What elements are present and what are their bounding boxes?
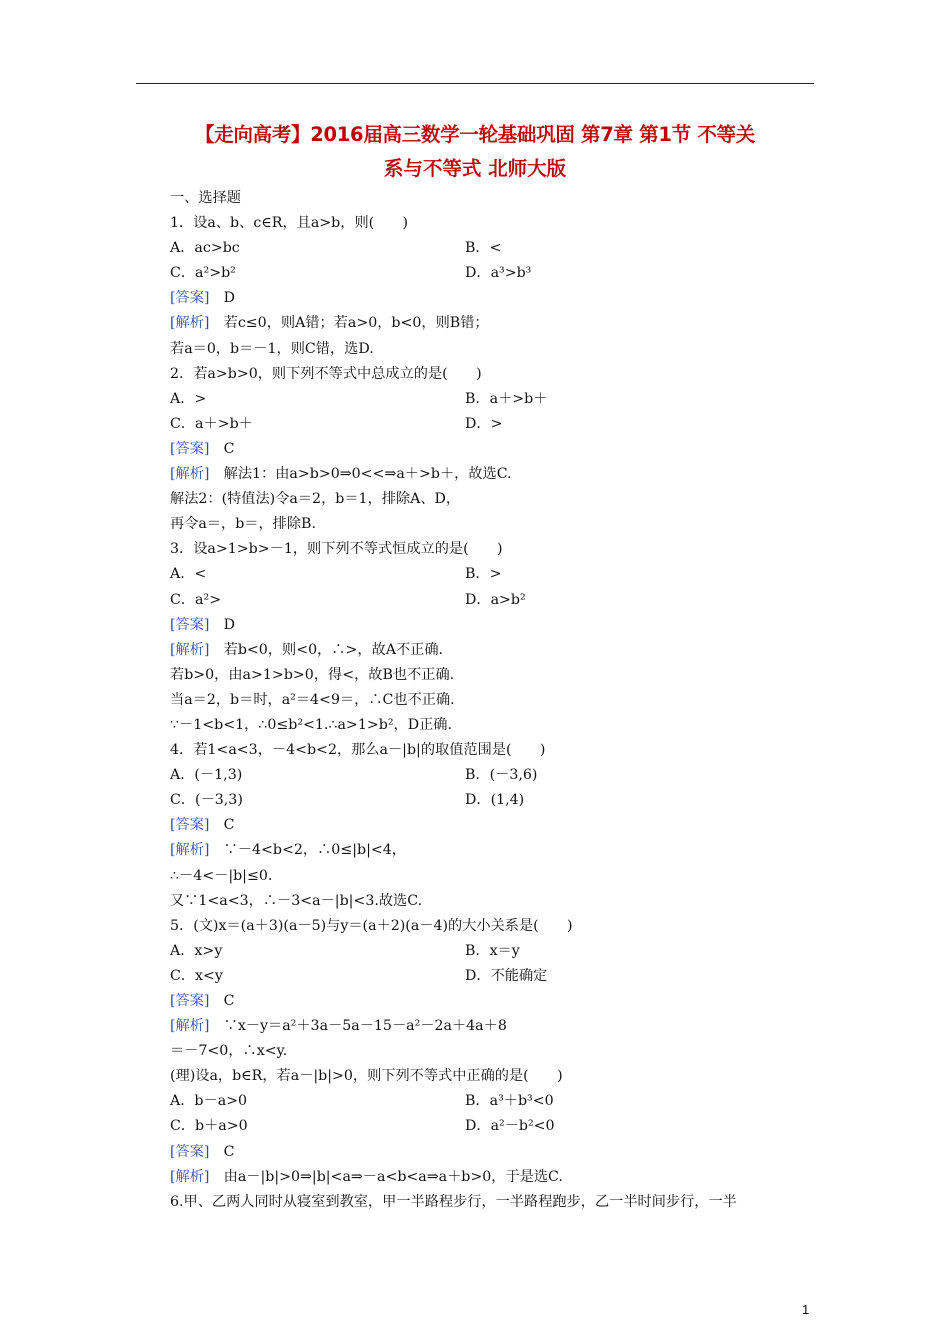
option-right: D．(1,4) [465, 792, 525, 809]
line-text: D [209, 290, 236, 307]
option-left: A．> [170, 390, 207, 407]
option-right: B．< [465, 240, 502, 257]
analysis-line [170, 1165, 816, 1190]
options-row [170, 964, 816, 989]
options-row [170, 261, 816, 286]
analysis-line [170, 638, 816, 663]
answer-line [170, 437, 816, 462]
option-left: A．ac>bc [170, 240, 240, 257]
analysis-tag: [解析] [170, 842, 210, 859]
answer-tag: [答案] [170, 817, 210, 834]
line-text: 解法2：(特值法)令a＝2，b＝1，排除A、D， [170, 491, 461, 508]
line-text: 3．设a>1>b>－1，则下列不等式恒成立的是( ) [170, 541, 503, 558]
answer-tag: [答案] [170, 440, 210, 457]
line-text: 若b<0，则<0，∴>，故A不正确. [209, 641, 444, 658]
option-right: B．x＝y [465, 942, 520, 959]
option-left: C．(－3,3) [170, 792, 243, 809]
line-text: 6.甲、乙两人同时从寝室到教室，甲一半路程步行，一半路程跑步，乙一半时间步行，一半 [170, 1193, 737, 1210]
line-text: C [209, 440, 235, 457]
text-line [170, 211, 816, 236]
option-right: B．(－3,6) [465, 767, 538, 784]
line-text: 4．若1<a<3，－4<b<2，那么a－|b|的取值范围是( ) [170, 742, 546, 759]
line-text: 若c≤0，则A错；若a>0，b<0，则B错； [209, 315, 489, 332]
line-text: 由a－|b|>0⇒|b|<a⇒－a<b<a⇒a＋b>0，于是选C. [209, 1168, 563, 1185]
text-line [170, 688, 816, 713]
text-line [170, 1190, 816, 1215]
answer-line [170, 286, 816, 311]
option-left: A．< [170, 566, 207, 583]
answer-tag: [答案] [170, 290, 210, 307]
page-number: 1 [802, 1302, 810, 1317]
text-line [170, 362, 816, 387]
text-line [170, 1064, 816, 1089]
option-left: C．a²> [170, 591, 222, 608]
option-left: C．a²>b² [170, 265, 236, 282]
answer-line [170, 813, 816, 838]
analysis-tag: [解析] [170, 1168, 210, 1185]
line-text: ∵－4<b<2，∴0≤|b|<4， [209, 842, 406, 859]
document-title [136, 118, 814, 186]
options-row [170, 236, 816, 261]
line-text: 解法1：由a>b>0⇒0<<⇒a＋>b＋，故选C. [209, 466, 512, 483]
option-right: D．不能确定 [465, 967, 548, 984]
line-text: ＝－7<0，∴x<y. [170, 1043, 288, 1060]
answer-line [170, 613, 816, 638]
options-row [170, 562, 816, 587]
line-text: C [209, 993, 235, 1009]
options-row [170, 1114, 816, 1139]
text-line [170, 512, 816, 537]
line-text: C [209, 817, 235, 834]
text-line [170, 914, 816, 939]
option-right: B．> [465, 566, 502, 583]
option-left: A．(－1,3) [170, 767, 243, 784]
line-text: 一、选择题 [170, 190, 241, 206]
document-body [170, 186, 816, 1215]
line-text: 5．(文)x＝(a＋3)(a－5)与y＝(a＋2)(a－4)的大小关系是( ) [170, 917, 573, 934]
line-text: ∵－1<b<1，∴0≤b²<1.∴a>1>b²，D正确. [170, 716, 452, 733]
line-text: 若b>0，由a>1>b>0，得<，故B也不正确. [170, 666, 455, 683]
line-text: 再令a＝，b＝，排除B. [170, 516, 316, 533]
line-text: ∴－4<－|b|≤0. [170, 867, 273, 884]
options-row [170, 412, 816, 437]
option-right: D．a>b² [465, 591, 526, 608]
analysis-line [170, 311, 816, 336]
analysis-tag: [解析] [170, 641, 210, 658]
options-row [170, 387, 816, 412]
analysis-tag: [解析] [170, 466, 210, 483]
title-line-2: 系与不等式 北师大版 [383, 157, 567, 180]
title-line-1: 【走向高考】2016届高三数学一轮基础巩固 第7章 第1节 不等关 [195, 123, 755, 146]
options-row [170, 763, 816, 788]
option-left: C．x<y [170, 967, 223, 984]
options-row [170, 939, 816, 964]
option-right: D．> [465, 415, 503, 432]
line-text: D [209, 616, 236, 633]
line-text: ∵x－y＝a²＋3a－5a－15－a²－2a＋4a＋8 [209, 1018, 507, 1035]
option-right: D．a³>b³ [465, 265, 532, 282]
option-left: A．x>y [170, 942, 223, 959]
analysis-line [170, 462, 816, 487]
options-row [170, 588, 816, 613]
options-row [170, 788, 816, 813]
header-rule [136, 83, 814, 84]
analysis-tag: [解析] [170, 1018, 210, 1035]
text-line [170, 663, 816, 688]
option-right: B．a³＋b³<0 [465, 1093, 554, 1110]
text-line [170, 487, 816, 512]
option-left: A．b－a>0 [170, 1093, 248, 1110]
text-line [170, 889, 816, 914]
option-right: D．a²－b²<0 [465, 1118, 555, 1135]
answer-line [170, 989, 816, 1014]
option-left: C．b＋a>0 [170, 1118, 248, 1135]
text-line [170, 864, 816, 889]
option-left: C．a＋>b＋ [170, 415, 253, 432]
analysis-line [170, 838, 816, 863]
answer-tag: [答案] [170, 616, 210, 633]
analysis-line [170, 1014, 816, 1039]
line-text: 又∵1<a<3，∴－3<a－|b|<3.故选C. [170, 892, 423, 909]
text-line [170, 186, 816, 211]
line-text: 1．设a、b、c∈R，且a>b，则( ) [170, 215, 409, 232]
option-right: B．a＋>b＋ [465, 390, 548, 407]
line-text: 若a＝0，b＝－1，则C错，选D. [170, 340, 374, 357]
text-line [170, 337, 816, 362]
answer-line [170, 1140, 816, 1165]
line-text: 当a＝2，b＝时，a²＝4<9＝，∴C也不正确. [170, 691, 455, 708]
text-line [170, 537, 816, 562]
text-line [170, 1039, 816, 1064]
answer-tag: [答案] [170, 1143, 210, 1160]
text-line [170, 713, 816, 738]
line-text: 2．若a>b>0，则下列不等式中总成立的是( ) [170, 365, 482, 382]
line-text: (理)设a，b∈R，若a－|b|>0，则下列不等式中正确的是( ) [170, 1068, 563, 1085]
options-row [170, 1089, 816, 1114]
line-text: C [209, 1143, 235, 1160]
answer-tag: [答案] [170, 993, 210, 1009]
analysis-tag: [解析] [170, 315, 210, 332]
text-line [170, 738, 816, 763]
